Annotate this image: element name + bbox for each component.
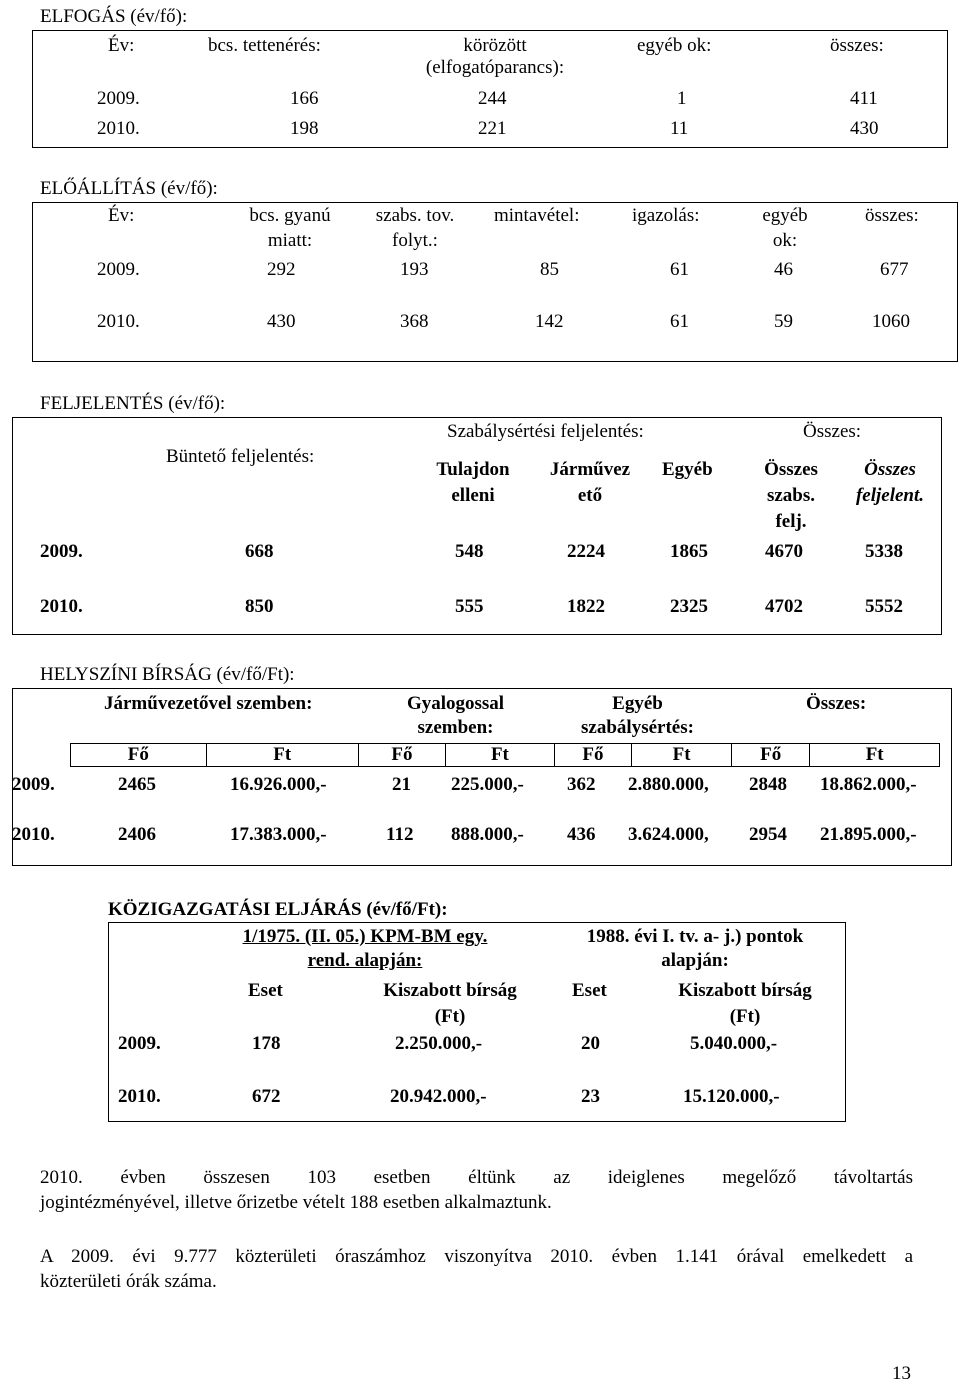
- helyszini-row-2009-ft3: 2.880.000,: [628, 774, 709, 795]
- feljelentes-row-2009-osszes-szabs: 4670: [765, 541, 803, 562]
- feljelentes-header-osszes-feljelent-2: feljelent.: [855, 485, 925, 506]
- kozig-row-2009-year: 2009.: [118, 1033, 161, 1054]
- elfogas-title: ELFOGÁS (év/fő):: [40, 6, 188, 27]
- feljelentes-header-osszes-szabs-2: szabs.: [766, 485, 816, 506]
- feljelentes-header-tulajdon-2: elleni: [451, 485, 495, 506]
- kozig-header-kpm: [185, 926, 545, 948]
- feljelentes-header-osszes-szabs-3: felj.: [775, 511, 807, 532]
- elfogas-row-2009-osszes: 411: [850, 88, 878, 109]
- elfogas-header-osszes: összes:: [830, 35, 884, 56]
- elfogas-row-2010-year: 2010.: [97, 118, 140, 139]
- feljelentes-row-2010-year: 2010.: [40, 596, 83, 617]
- feljelentes-header-jarmuvezeto-2: ető: [577, 485, 603, 506]
- kozig-row-2010-birsag1: 20.942.000,-: [390, 1086, 487, 1107]
- helyszini-header-gyalogos: Gyalogossal: [406, 693, 505, 714]
- helyszini-sub-fo-3: Fő: [554, 744, 631, 767]
- eloallitas-title: ELŐÁLLÍTÁS (év/fő):: [40, 178, 218, 199]
- feljelentes-header-jarmuvezeto: Járművez: [549, 459, 631, 480]
- kozig-title: KÖZIGAZGATÁSI ELJÁRÁS (év/fő/Ft):: [108, 899, 448, 920]
- elfogas-row-2009-egyeb: 1: [677, 88, 687, 109]
- helyszini-row-2010-ft1: 17.383.000,-: [230, 824, 327, 845]
- feljelentes-row-2009-egyeb: 1865: [670, 541, 708, 562]
- eloallitas-header-egyeb-2: ok:: [772, 230, 798, 251]
- eloallitas-row-2009-igazolas: 61: [670, 259, 689, 280]
- eloallitas-row-2009-gyanu: 292: [267, 259, 296, 280]
- helyszini-sub-fo-4: Fő: [732, 744, 810, 767]
- eloallitas-row-2010-year: 2010.: [97, 311, 140, 332]
- feljelentes-row-2009-tulajdon: 548: [455, 541, 484, 562]
- helyszini-header-egyeb-2: szabálysértés:: [581, 717, 694, 738]
- feljelentes-row-2010-egyeb: 2325: [670, 596, 708, 617]
- kozig-header-eset-2: Eset: [572, 980, 607, 1001]
- feljelentes-row-2009-bunteto: 668: [245, 541, 274, 562]
- feljelentes-header-egyeb: Egyéb: [662, 459, 713, 480]
- kozig-row-2009-eset2: 20: [581, 1033, 600, 1054]
- helyszini-header-gyalogos-2: szemben:: [417, 717, 494, 738]
- elfogas-row-2010-osszes: 430: [850, 118, 879, 139]
- helyszini-sub-ft-1: Ft: [206, 744, 358, 767]
- helyszini-row-2010-ft4: 21.895.000,-: [820, 824, 917, 845]
- feljelentes-row-2009-osszes-feljelent: 5338: [865, 541, 903, 562]
- eloallitas-row-2009-minta: 85: [540, 259, 559, 280]
- elfogas-header-egyeb: egyéb ok:: [637, 35, 712, 56]
- helyszini-subheader: [70, 743, 940, 767]
- helyszini-sub-ft-4: Ft: [810, 744, 940, 767]
- elfogas-header-tettenerés: bcs. tettenérés:: [208, 35, 321, 56]
- helyszini-row-2009-fo4: 2848: [749, 774, 787, 795]
- kozig-row-2010-year: 2010.: [118, 1086, 161, 1107]
- elfogas-header-korozott: körözött: [463, 35, 527, 56]
- kozig-header-tv-2: alapján:: [661, 950, 729, 971]
- elfogas-row-2009-year: 2009.: [97, 88, 140, 109]
- feljelentes-header-tulajdon: Tulajdon: [436, 459, 510, 480]
- helyszini-header-egyeb: Egyéb: [612, 693, 663, 714]
- kozig-row-2010-eset2: 23: [581, 1086, 600, 1107]
- elfogas-row-2010-egyeb: 11: [670, 118, 689, 139]
- kozig-header-birsag-2: Kiszabott bírság: [678, 980, 812, 1001]
- helyszini-row-2009-ft1: 16.926.000,-: [230, 774, 327, 795]
- elfogas-header-korozott-2: (elfogatóparancs):: [425, 57, 565, 78]
- eloallitas-row-2009-year: 2009.: [97, 259, 140, 280]
- paragraph-oraszam: [40, 1244, 913, 1294]
- feljelentes-row-2009-jarmu: 2224: [567, 541, 605, 562]
- feljelentes-row-2010-osszes-szabs: 4702: [765, 596, 803, 617]
- paragraph-oraszam-line1: A 2009. évi 9.777 közterületi óraszámhoz viszonyítva 2010. évben 1.141 órával emelkedett a: [40, 1246, 913, 1267]
- eloallitas-row-2010-igazolas: 61: [670, 311, 689, 332]
- helyszini-sub-fo-1: Fő: [71, 744, 207, 767]
- helyszini-sub-fo-2: Fő: [358, 744, 445, 767]
- kozig-header-tv: 1988. évi I. tv. a- j.) pontok: [586, 926, 804, 947]
- helyszini-row-2009-ft4: 18.862.000,-: [820, 774, 917, 795]
- helyszini-row-2009-ft2: 225.000,-: [451, 774, 524, 795]
- elfogas-row-2009-tettenerés: 166: [290, 88, 319, 109]
- eloallitas-header-szabs: szabs. tov.: [375, 205, 455, 226]
- paragraph-tavoltartas-line1: 2010. évben összesen 103 esetben éltünk az ideiglenes megelőző távoltartás: [40, 1167, 913, 1188]
- feljelentes-header-szabalysertesi: Szabálysértési feljelentés:: [447, 421, 644, 442]
- helyszini-row-2010-year: 2010.: [12, 824, 55, 845]
- paragraph-tavoltartas: [40, 1165, 913, 1215]
- eloallitas-header-gyanu: bcs. gyanú: [249, 205, 331, 226]
- kozig-row-2009-eset1: 178: [252, 1033, 281, 1054]
- eloallitas-row-2009-szabs: 193: [400, 259, 429, 280]
- kozig-header-kpm-line2: rend. alapján:: [307, 950, 423, 971]
- eloallitas-row-2010-osszes: 1060: [872, 311, 910, 332]
- paragraph-oraszam-line2: közterületi órák száma.: [40, 1271, 217, 1292]
- eloallitas-header-ev: Év:: [108, 205, 135, 226]
- feljelentes-header-bunteto: Büntető feljelentés:: [166, 446, 315, 467]
- helyszini-header-jarmu: Járművezetővel szemben:: [104, 693, 313, 714]
- elfogas-row-2010-tettenerés: 198: [290, 118, 319, 139]
- helyszini-row-2009-fo3: 362: [567, 774, 596, 795]
- helyszini-row-2010-ft3: 3.624.000,: [628, 824, 709, 845]
- helyszini-row-2010-fo4: 2954: [749, 824, 787, 845]
- helyszini-row-2010-ft2: 888.000,-: [451, 824, 524, 845]
- helyszini-row-2010-fo2: 112: [386, 824, 414, 845]
- eloallitas-row-2009-osszes: 677: [880, 259, 909, 280]
- eloallitas-header-szabs-2: folyt.:: [392, 230, 438, 251]
- helyszini-row-2010-fo1: 2406: [118, 824, 156, 845]
- page-number: 13: [892, 1363, 911, 1384]
- helyszini-sub-ft-3: Ft: [632, 744, 732, 767]
- kozig-row-2009-birsag1: 2.250.000,-: [395, 1033, 483, 1054]
- eloallitas-row-2010-minta: 142: [535, 311, 564, 332]
- feljelentes-header-osszes-feljelent: Összes: [864, 459, 916, 480]
- eloallitas-row-2010-gyanu: 430: [267, 311, 296, 332]
- eloallitas-header-osszes: összes:: [865, 205, 919, 226]
- kozig-header-birsag-1b: (Ft): [434, 1006, 466, 1027]
- helyszini-row-2010-fo3: 436: [567, 824, 596, 845]
- eloallitas-row-2010-egyeb: 59: [774, 311, 793, 332]
- helyszini-title: HELYSZÍNI BÍRSÁG (év/fő/Ft):: [40, 664, 295, 685]
- eloallitas-header-gyanu-2: miatt:: [267, 230, 313, 251]
- kozig-header-birsag-2b: (Ft): [729, 1006, 761, 1027]
- feljelentes-title: FELJELENTÉS (év/fő):: [40, 393, 226, 414]
- feljelentes-row-2010-bunteto: 850: [245, 596, 274, 617]
- elfogas-row-2009-korozott: 244: [478, 88, 507, 109]
- paragraph-tavoltartas-line2: jogintézményével, illetve őrizetbe vételt 188 esetben alkalmaztunk.: [40, 1192, 552, 1213]
- eloallitas-row-2009-egyeb: 46: [774, 259, 793, 280]
- kozig-row-2010-birsag2: 15.120.000,-: [683, 1086, 780, 1107]
- kozig-header-kpm-line1: 1/1975. (II. 05.) KPM-BM egy.: [242, 926, 488, 947]
- kozig-header-eset-1: Eset: [248, 980, 283, 1001]
- feljelentes-row-2010-jarmu: 1822: [567, 596, 605, 617]
- eloallitas-header-igazolas: igazolás:: [632, 205, 700, 226]
- kozig-row-2010-eset1: 672: [252, 1086, 281, 1107]
- kozig-header-kpm-2: [185, 950, 545, 972]
- feljelentes-header-osszes: Összes:: [803, 421, 862, 442]
- eloallitas-header-egyeb: egyéb: [762, 205, 808, 226]
- eloallitas-header-mintavetel: mintavétel:: [494, 205, 580, 226]
- eloallitas-row-2010-szabs: 368: [400, 311, 429, 332]
- kozig-row-2009-birsag2: 5.040.000,-: [690, 1033, 778, 1054]
- feljelentes-row-2010-osszes-feljelent: 5552: [865, 596, 903, 617]
- feljelentes-header-osszes-szabs: Összes: [764, 459, 818, 480]
- feljelentes-row-2010-tulajdon: 555: [455, 596, 484, 617]
- helyszini-row-2009-fo2: 21: [392, 774, 411, 795]
- feljelentes-row-2009-year: 2009.: [40, 541, 83, 562]
- elfogas-header-ev: Év:: [108, 35, 135, 56]
- helyszini-row-2009-year: 2009.: [12, 774, 55, 795]
- helyszini-header-osszes: Összes:: [806, 693, 867, 714]
- helyszini-sub-ft-2: Ft: [446, 744, 555, 767]
- kozig-header-birsag-1: Kiszabott bírság: [383, 980, 517, 1001]
- elfogas-row-2010-korozott: 221: [478, 118, 507, 139]
- helyszini-row-2009-fo1: 2465: [118, 774, 156, 795]
